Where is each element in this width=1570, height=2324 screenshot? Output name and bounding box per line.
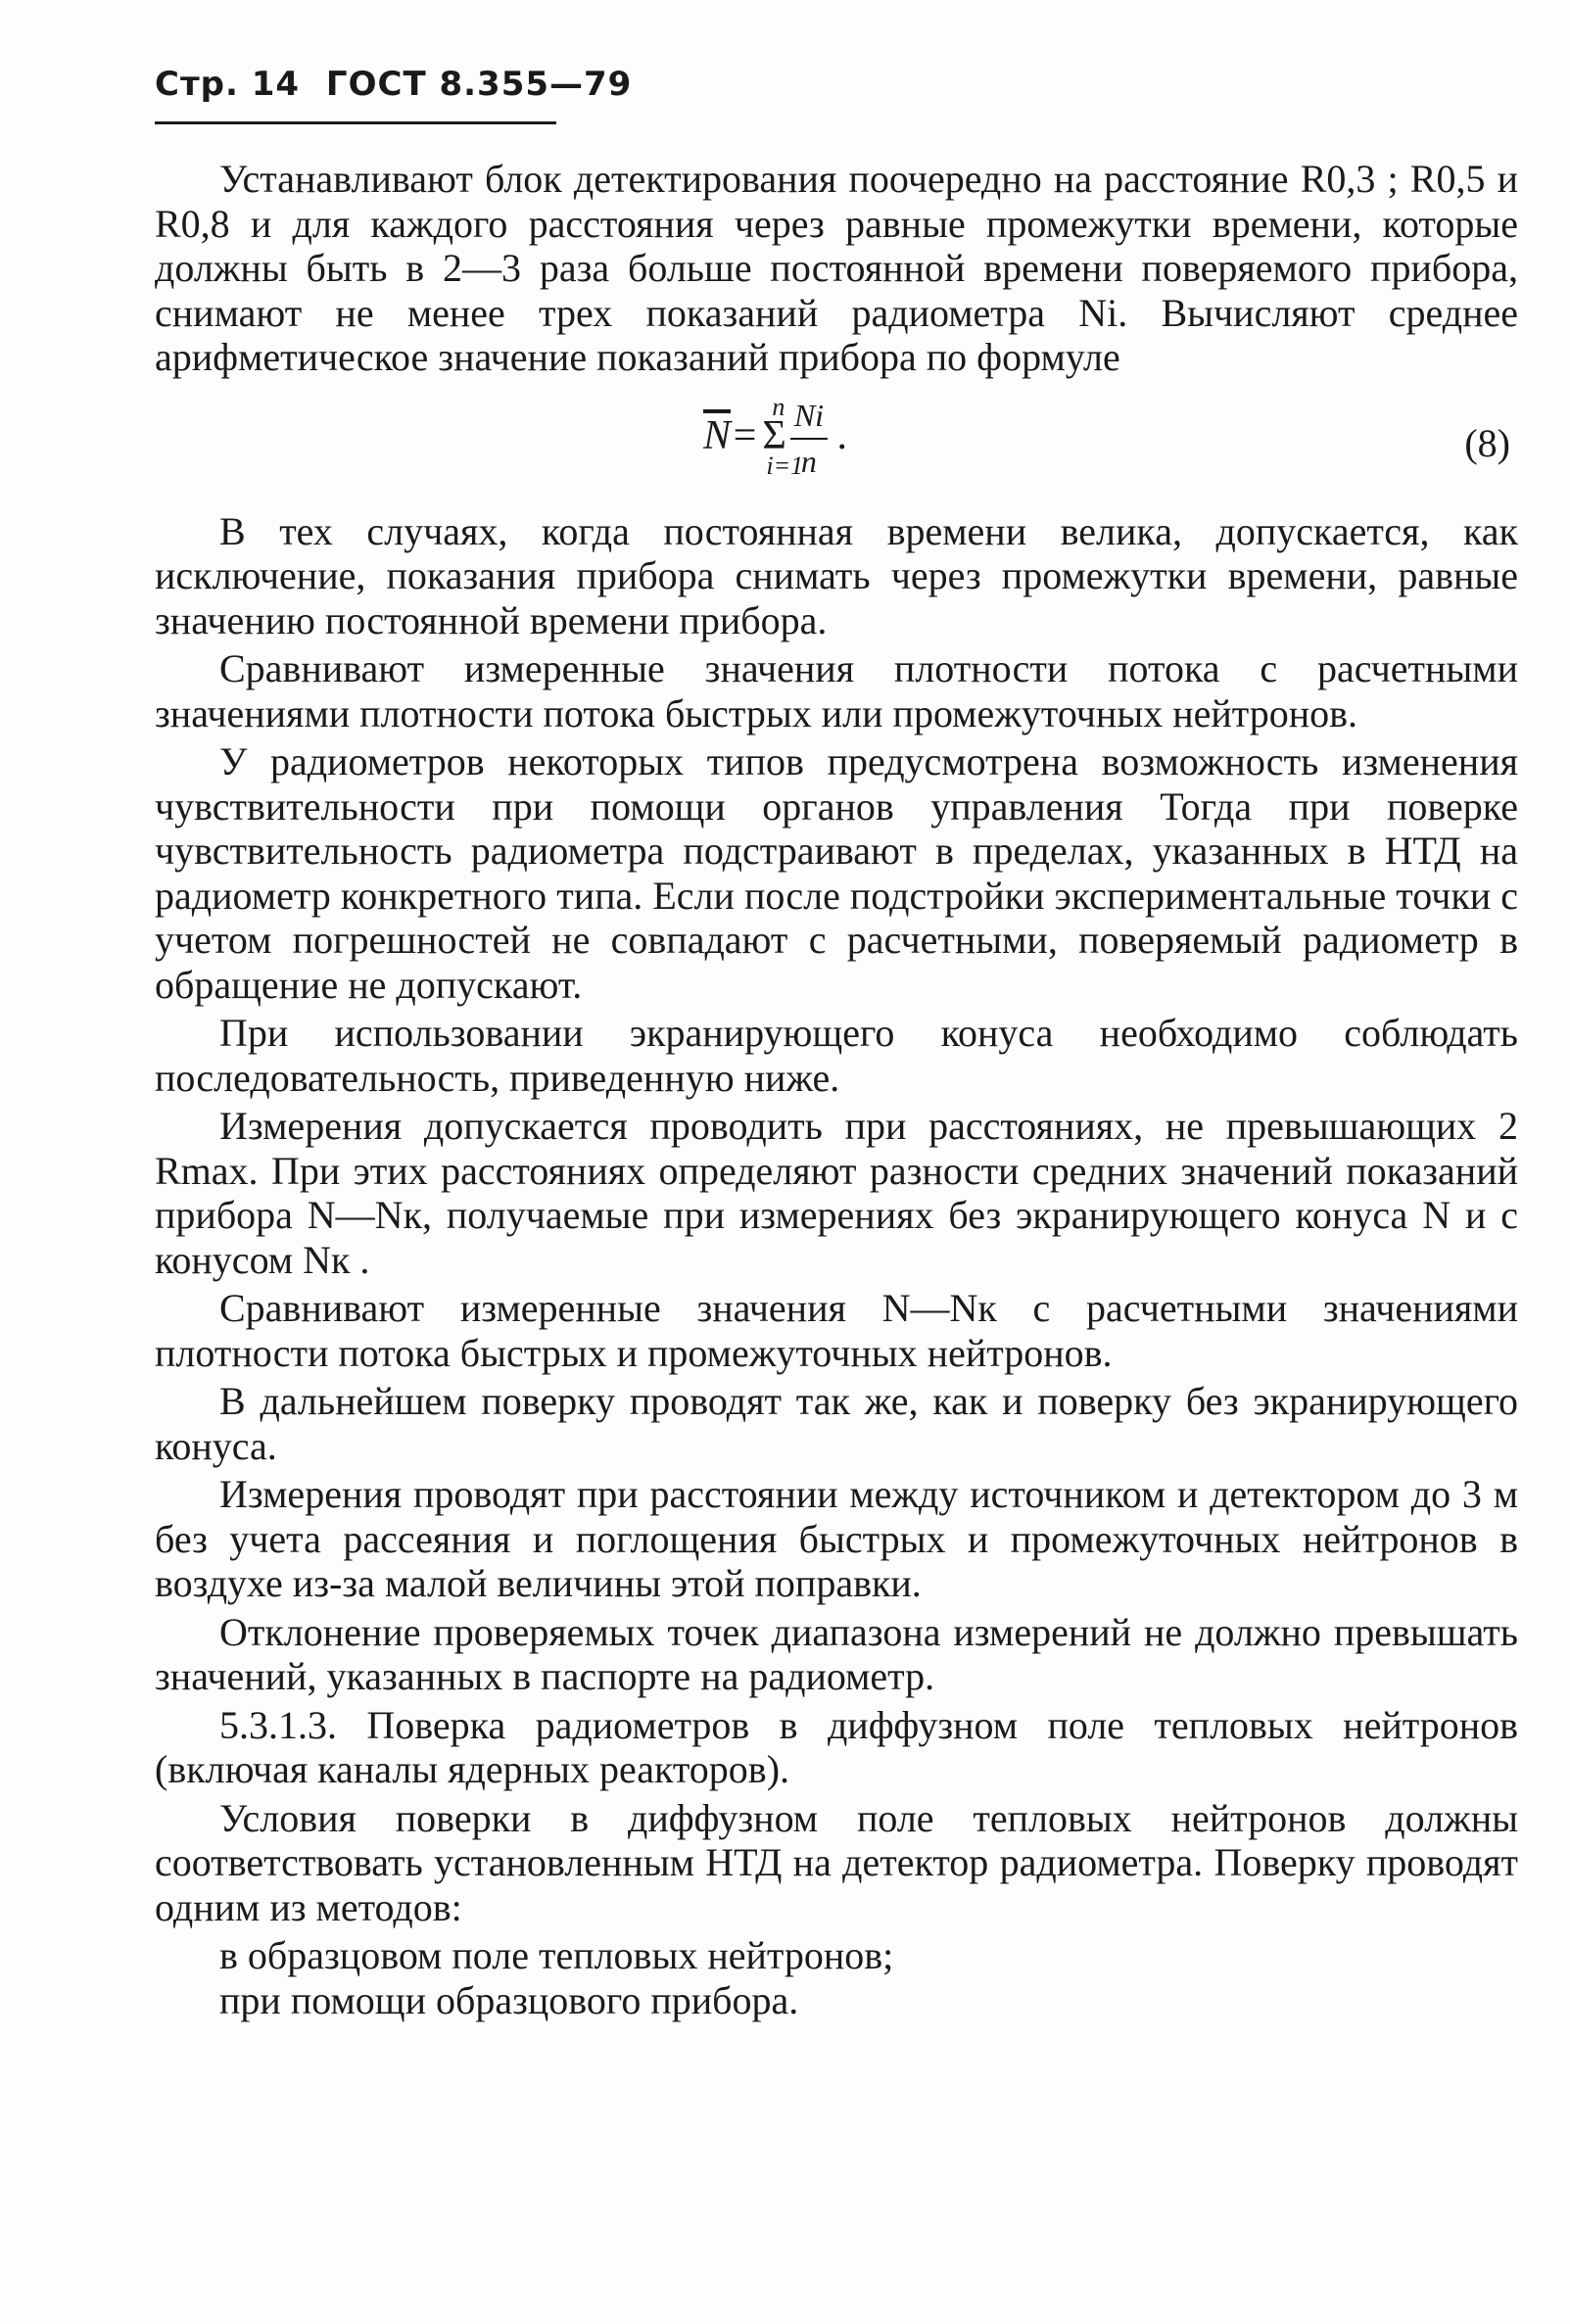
standard-code: ГОСТ 8.355—79: [325, 65, 633, 104]
paragraph: 5.3.1.3. Поверка радиометров в диффузном поле тепловых нейтронов (включая каналы ядерных реакторов).: [155, 1702, 1518, 1791]
list-item: при помощи образцового прибора.: [219, 1977, 799, 2022]
paragraph: Устанавливают блок детектирования поочередно на расстояние R0,3 ; R0,5 и R0,8 и для каждого расстояния через равные промежутки времени, которые должны быть в 2—3 раза больше постоянной времени поверяемого прибора, снимают не менее трех показаний радиометра Ni. Вычисляют среднее арифметическое значение показаний прибора по формуле: [155, 157, 1518, 379]
paragraph: Отклонение проверяемых точек диапазона измерений не должно превышать значений, указанных в паспорте на радиометр.: [155, 1609, 1518, 1698]
formula-lhs: $\overline{N}$: [703, 412, 732, 458]
page-number: Стр. 14: [155, 65, 301, 104]
paragraph: Условия поверки в диффузном поле тепловых нейтронов должны соответствовать установленным НТД на детектор радиометра. Поверку проводят одним из методов:: [155, 1795, 1518, 1929]
paragraph: Сравнивают измеренные значения N—Nк с расчетными значениями плотности потока быстрых и промежуточных нейтронов.: [155, 1286, 1518, 1375]
list-item: в образцовом поле тепловых нейтронов;: [219, 1933, 894, 1977]
paragraph: При использовании экранирующего конуса необходимо соблюдать последовательность, приведенную ниже.: [155, 1011, 1518, 1100]
paragraph: Измерения проводят при расстоянии между источником и детектором до 3 м без учета рассеяния и поглощения быстрых и промежуточных нейтронов в воздухе из-за малой величины этой поправки.: [155, 1472, 1518, 1605]
paragraph: В дальнейшем поверку проводят так же, как и поверку без экранирующего конуса.: [155, 1379, 1518, 1468]
sum-lower-limit: i=1: [766, 451, 804, 480]
formula-tail: .: [837, 412, 849, 458]
sum-upper-limit: n: [772, 392, 785, 421]
formula-number: (8): [1464, 420, 1510, 465]
body-text: [155, 157, 1518, 2022]
sum-symbol: Σ n i=1: [762, 414, 785, 459]
formula-eq: =: [731, 412, 759, 458]
formula-expression: [703, 394, 848, 485]
page-header: [155, 65, 645, 104]
fraction-denominator: n: [800, 444, 817, 479]
fraction-numerator: Ni: [790, 394, 828, 441]
header-rule: [155, 121, 556, 124]
paragraph: Сравнивают измеренные значения плотности потока с расчетными значениями плотности потока быстрых или промежуточных нейтронов.: [155, 646, 1518, 735]
paragraph: В тех случаях, когда постоянная времени велика, допускается, как исключение, показания прибора снимать через промежутки времени, равные значению постоянной времени прибора.: [155, 508, 1518, 642]
paragraph: Измерения допускается проводить при расстояниях, не превышающих 2 Rmax. При этих расстояниях определяют разности средних значений показаний прибора N—Nк, получаемые при измерениях без экранирующего конуса N и с конусом Nк .: [155, 1104, 1518, 1282]
paragraph: У радиометров некоторых типов предусмотрена возможность изменения чувствительности при помощи органов управления Тогда при поверке чувствительность радиометра подстраивают в пределах, указанных в НТД на радиометр конкретного типа. Если после подстройки экспериментальные точки с учетом погрешностей не совпадают с расчетными, поверяемый радиометр в обращение не допускают.: [155, 739, 1518, 1007]
formula-8: [155, 384, 1518, 492]
